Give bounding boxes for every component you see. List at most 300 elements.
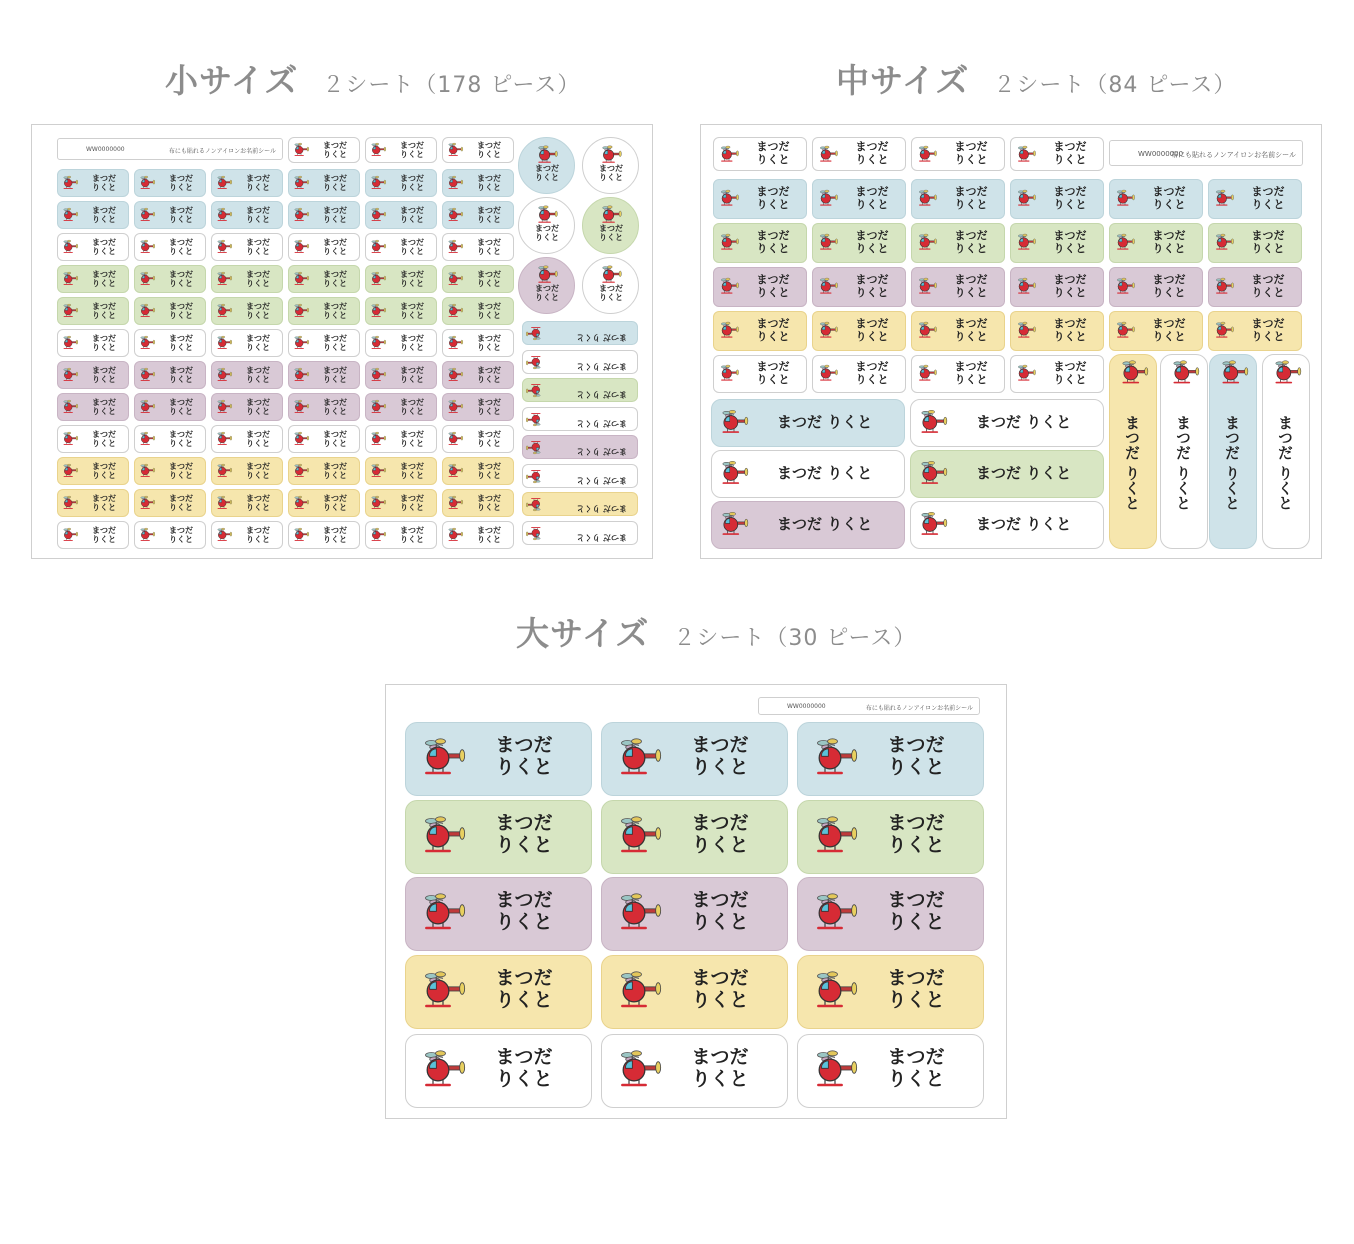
helicopter-icon bbox=[61, 527, 79, 543]
name-line-1: まつだ bbox=[92, 462, 116, 471]
helicopter-icon bbox=[599, 265, 623, 285]
helicopter-icon bbox=[215, 271, 233, 287]
sticker-name bbox=[750, 186, 796, 211]
name-line-2: りくと bbox=[323, 215, 347, 225]
name-line-2: りくと bbox=[477, 439, 501, 449]
name-sticker bbox=[288, 201, 360, 229]
name-line-2: りくと bbox=[756, 372, 790, 386]
helicopter-icon bbox=[1015, 189, 1037, 208]
name-sticker bbox=[522, 378, 638, 402]
name-sticker bbox=[522, 350, 638, 374]
sticker-name bbox=[589, 224, 633, 242]
helicopter-icon bbox=[614, 970, 664, 1012]
sticker-name bbox=[878, 890, 954, 934]
name-line-1: まつだ bbox=[477, 270, 501, 279]
helicopter-icon bbox=[292, 271, 310, 287]
name-line-1: まつだ bbox=[169, 398, 193, 407]
name-line-2: りくと bbox=[92, 535, 116, 545]
name-line-2: りくと bbox=[1053, 197, 1087, 211]
helicopter-icon bbox=[369, 207, 387, 223]
name-sticker bbox=[522, 492, 638, 516]
sticker-name bbox=[161, 430, 201, 448]
heading-small-title: 小サイズ bbox=[165, 61, 299, 100]
sticker-name bbox=[589, 164, 633, 182]
name-sticker bbox=[797, 955, 984, 1029]
name-line-2: りくと bbox=[323, 439, 347, 449]
name-sticker bbox=[797, 877, 984, 951]
helicopter-icon bbox=[1015, 277, 1037, 296]
name-line-2: りくと bbox=[323, 150, 347, 160]
name-line-2: りくと bbox=[477, 247, 501, 257]
sticker-name bbox=[392, 494, 432, 512]
name-line-2: りくと bbox=[92, 375, 116, 385]
name-line-1: まつだ bbox=[400, 366, 424, 375]
name-sticker bbox=[134, 233, 206, 261]
name-line-2: りくと bbox=[169, 439, 193, 449]
name-line-1: まつだ bbox=[400, 462, 424, 471]
name-line-1: まつだ bbox=[323, 141, 347, 150]
name-line-1: まつだ bbox=[92, 494, 116, 503]
name-line-1: まつだ bbox=[400, 206, 424, 215]
sticker-name bbox=[238, 302, 278, 320]
name-line-2: りくと bbox=[599, 173, 623, 183]
name-sticker bbox=[365, 329, 437, 357]
sticker-name bbox=[469, 526, 509, 544]
helicopter-icon bbox=[369, 303, 387, 319]
name-line-2: りくと bbox=[1152, 285, 1186, 299]
helicopter-icon bbox=[215, 495, 233, 511]
sticker-name bbox=[161, 334, 201, 352]
name-line-2: りくと bbox=[495, 1067, 553, 1090]
name-line-1: まつだ bbox=[691, 967, 749, 989]
sticker-name bbox=[849, 186, 895, 211]
name-sticker bbox=[442, 361, 514, 389]
helicopter-icon bbox=[917, 409, 949, 436]
name-line-2: りくと bbox=[1152, 241, 1186, 255]
helicopter-icon bbox=[138, 367, 156, 383]
name-sticker bbox=[211, 233, 283, 261]
name-line-2: りくと bbox=[400, 503, 424, 513]
helicopter-icon bbox=[1213, 321, 1235, 340]
name-line-1: まつだ bbox=[400, 398, 424, 407]
name-sticker bbox=[57, 521, 129, 549]
name-sticker bbox=[713, 137, 807, 171]
sticker-name bbox=[392, 270, 432, 288]
name-sticker bbox=[442, 457, 514, 485]
name-sticker bbox=[57, 361, 129, 389]
helicopter-icon bbox=[369, 399, 387, 415]
name-sticker bbox=[211, 329, 283, 357]
name-line-1: まつだ bbox=[169, 206, 193, 215]
name-sticker bbox=[442, 393, 514, 421]
name-line-2: りくと bbox=[756, 241, 790, 255]
sticker-name bbox=[84, 366, 124, 384]
name-line-1: まつだ bbox=[1251, 317, 1285, 330]
helicopter-icon bbox=[369, 142, 387, 158]
sticker-name bbox=[682, 890, 758, 934]
name-line-2: りくと bbox=[400, 215, 424, 225]
name-sticker bbox=[1010, 179, 1104, 219]
sticker-name bbox=[750, 141, 796, 166]
helicopter-icon bbox=[215, 335, 233, 351]
helicopter-icon bbox=[817, 321, 839, 340]
name-sticker bbox=[911, 223, 1005, 263]
name-line-2: りくと bbox=[855, 197, 889, 211]
name-sticker bbox=[365, 169, 437, 197]
helicopter-icon bbox=[446, 399, 464, 415]
helicopter-icon bbox=[446, 527, 464, 543]
sticker-name bbox=[315, 334, 355, 352]
helicopter-icon bbox=[916, 321, 938, 340]
name-sticker bbox=[211, 425, 283, 453]
name-line-1: まつだ bbox=[169, 430, 193, 439]
name-line-2: りくと bbox=[1053, 152, 1087, 166]
name-line-1: まつだ bbox=[1251, 229, 1285, 242]
helicopter-icon bbox=[61, 239, 79, 255]
name-sticker bbox=[365, 297, 437, 325]
name-line-1: まつだ bbox=[535, 284, 559, 293]
name-line-2: りくと bbox=[400, 535, 424, 545]
name-line-1: まつだ bbox=[169, 366, 193, 375]
name-line-2: りくと bbox=[323, 311, 347, 321]
helicopter-icon bbox=[718, 460, 750, 487]
name-sticker bbox=[522, 521, 638, 545]
name-line-1: まつだ bbox=[1053, 317, 1087, 330]
name-line-1: まつだ bbox=[1053, 360, 1087, 373]
name-line-1: まつだ bbox=[400, 174, 424, 183]
name-line-1: まつだ bbox=[323, 462, 347, 471]
name-line-1: まつだ bbox=[92, 270, 116, 279]
name-sticker bbox=[134, 329, 206, 357]
name-sticker bbox=[57, 169, 129, 197]
name-line-2: りくと bbox=[92, 471, 116, 481]
name-line-2: りくと bbox=[246, 439, 270, 449]
sticker-name-vertical: まつだ りくと bbox=[1174, 415, 1192, 511]
name-line-2: りくと bbox=[246, 311, 270, 321]
sticker-name bbox=[238, 398, 278, 416]
helicopter-icon bbox=[446, 431, 464, 447]
name-sticker bbox=[797, 1034, 984, 1108]
large-size-sheet bbox=[385, 684, 1007, 1119]
helicopter-icon bbox=[810, 892, 860, 934]
name-line-1: まつだ bbox=[323, 238, 347, 247]
helicopter-icon bbox=[369, 463, 387, 479]
helicopter-icon bbox=[718, 145, 740, 164]
name-line-1: まつだ bbox=[246, 494, 270, 503]
name-line-2: りくと bbox=[400, 471, 424, 481]
name-sticker bbox=[211, 489, 283, 517]
name-sticker bbox=[1010, 267, 1104, 307]
name-line-2: りくと bbox=[855, 285, 889, 299]
name-sticker bbox=[405, 877, 592, 951]
helicopter-icon bbox=[446, 175, 464, 191]
sticker-name bbox=[392, 302, 432, 320]
helicopter-icon bbox=[525, 382, 543, 398]
name-sticker bbox=[713, 311, 807, 351]
name-sticker bbox=[405, 800, 592, 874]
helicopter-icon bbox=[810, 815, 860, 857]
name-line-1: まつだ bbox=[246, 526, 270, 535]
name-sticker bbox=[601, 1034, 788, 1108]
helicopter-icon bbox=[215, 431, 233, 447]
sticker-name bbox=[238, 206, 278, 224]
name-sticker bbox=[211, 393, 283, 421]
name-line-2: りくと bbox=[954, 152, 988, 166]
helicopter-icon bbox=[138, 463, 156, 479]
sticker-name bbox=[238, 494, 278, 512]
name-line-1: まつだ bbox=[691, 1046, 749, 1068]
sticker-name bbox=[1146, 230, 1192, 255]
name-sticker bbox=[911, 355, 1005, 393]
sticker-name bbox=[392, 462, 432, 480]
name-line-1: まつだ bbox=[477, 302, 501, 311]
sticker-name bbox=[469, 430, 509, 448]
helicopter-icon bbox=[718, 364, 740, 383]
name-line-2: りくと bbox=[1251, 285, 1285, 299]
sticker-name bbox=[878, 813, 954, 857]
name-line-1: まつだ bbox=[92, 238, 116, 247]
helicopter-icon bbox=[61, 399, 79, 415]
helicopter-icon bbox=[1015, 321, 1037, 340]
sticker-name-vertical: まつだ りくと bbox=[1123, 415, 1141, 511]
helicopter-icon bbox=[138, 495, 156, 511]
sticker-name bbox=[315, 206, 355, 224]
name-line-1: まつだ bbox=[246, 430, 270, 439]
small-size-sheet bbox=[31, 124, 653, 559]
name-line-2: りくと bbox=[323, 407, 347, 417]
helicopter-icon bbox=[292, 431, 310, 447]
name-sticker bbox=[288, 329, 360, 357]
helicopter-icon bbox=[292, 303, 310, 319]
sticker-name bbox=[469, 302, 509, 320]
name-line-1: まつだ bbox=[323, 174, 347, 183]
sticker-name bbox=[486, 735, 562, 779]
helicopter-icon bbox=[418, 970, 468, 1012]
name-line-1: まつだ bbox=[477, 494, 501, 503]
name-line-1: まつだ bbox=[954, 140, 988, 153]
sticker-name bbox=[392, 366, 432, 384]
helicopter-icon bbox=[535, 265, 559, 285]
sticker-name bbox=[315, 141, 355, 159]
sticker-name bbox=[161, 238, 201, 256]
sticker-name bbox=[469, 141, 509, 159]
sticker-name bbox=[84, 398, 124, 416]
name-line-1: まつだ bbox=[169, 270, 193, 279]
sticker-name bbox=[878, 968, 954, 1012]
name-sticker bbox=[365, 201, 437, 229]
name-line-1: まつだ bbox=[246, 302, 270, 311]
name-sticker bbox=[134, 457, 206, 485]
name-line-2: りくと bbox=[169, 311, 193, 321]
sticker-name bbox=[315, 398, 355, 416]
sticker-name bbox=[392, 206, 432, 224]
name-sticker bbox=[405, 955, 592, 1029]
name-line-2: りくと bbox=[92, 503, 116, 513]
name-sticker bbox=[211, 297, 283, 325]
name-line-2: りくと bbox=[400, 183, 424, 193]
sticker-name bbox=[315, 270, 355, 288]
name-line-2: りくと bbox=[954, 372, 988, 386]
name-line-1: まつだ bbox=[756, 229, 790, 242]
name-line-1: まつだ bbox=[400, 494, 424, 503]
name-line-2: りくと bbox=[246, 503, 270, 513]
helicopter-icon bbox=[61, 207, 79, 223]
name-sticker bbox=[134, 393, 206, 421]
name-sticker bbox=[1160, 354, 1208, 549]
sticker-name: まつだ りくと bbox=[576, 418, 627, 428]
sticker-name bbox=[1047, 361, 1093, 386]
sheet-title: 布にも貼れるノンアイロンお名前シール bbox=[1171, 151, 1296, 159]
name-line-1: まつだ bbox=[169, 174, 193, 183]
sticker-name bbox=[948, 141, 994, 166]
sheet-title: 布にも貼れるノンアイロンお名前シール bbox=[865, 705, 973, 712]
helicopter-icon bbox=[718, 511, 750, 538]
sticker-name bbox=[469, 174, 509, 192]
helicopter-icon bbox=[1169, 359, 1201, 387]
name-sticker bbox=[1109, 223, 1203, 263]
sticker-name bbox=[1146, 186, 1192, 211]
sticker-name: まつだ りくと bbox=[777, 464, 873, 482]
name-line-1: まつだ bbox=[1152, 185, 1186, 198]
sticker-name-vertical: まつだ りくと bbox=[1276, 415, 1294, 511]
sticker-name bbox=[469, 462, 509, 480]
name-sticker bbox=[134, 489, 206, 517]
helicopter-icon bbox=[292, 335, 310, 351]
helicopter-icon bbox=[138, 239, 156, 255]
name-line-2: りくと bbox=[169, 407, 193, 417]
name-line-1: まつだ bbox=[954, 273, 988, 286]
helicopter-icon bbox=[292, 463, 310, 479]
heading-medium-size bbox=[836, 55, 1236, 102]
helicopter-icon bbox=[614, 737, 664, 779]
helicopter-icon bbox=[446, 271, 464, 287]
name-sticker bbox=[713, 179, 807, 219]
name-sticker bbox=[442, 489, 514, 517]
name-line-1: まつだ bbox=[495, 1046, 553, 1068]
sticker-name bbox=[469, 334, 509, 352]
name-line-2: りくと bbox=[169, 279, 193, 289]
name-line-1: まつだ bbox=[323, 430, 347, 439]
name-line-1: まつだ bbox=[1152, 273, 1186, 286]
helicopter-icon bbox=[215, 303, 233, 319]
name-line-1: まつだ bbox=[92, 302, 116, 311]
name-line-1: まつだ bbox=[92, 174, 116, 183]
sticker-name bbox=[486, 968, 562, 1012]
name-line-2: りくと bbox=[477, 150, 501, 160]
name-line-2: りくと bbox=[954, 329, 988, 343]
name-sticker bbox=[211, 265, 283, 293]
name-sticker bbox=[57, 297, 129, 325]
name-line-1: まつだ bbox=[323, 398, 347, 407]
name-line-2: りくと bbox=[400, 247, 424, 257]
helicopter-icon bbox=[138, 207, 156, 223]
name-sticker bbox=[522, 321, 638, 345]
helicopter-icon bbox=[369, 431, 387, 447]
name-line-1: まつだ bbox=[246, 462, 270, 471]
medium-size-sheet bbox=[700, 124, 1322, 559]
name-sticker bbox=[288, 457, 360, 485]
sticker-name bbox=[238, 526, 278, 544]
helicopter-icon bbox=[917, 511, 949, 538]
name-line-1: まつだ bbox=[246, 174, 270, 183]
sticker-name: まつだ りくと bbox=[777, 413, 873, 431]
name-line-1: まつだ bbox=[400, 141, 424, 150]
name-sticker bbox=[57, 425, 129, 453]
sticker-name bbox=[392, 526, 432, 544]
helicopter-icon bbox=[817, 277, 839, 296]
name-line-2: りくと bbox=[246, 279, 270, 289]
helicopter-icon bbox=[1015, 145, 1037, 164]
name-sticker bbox=[582, 197, 639, 254]
name-line-2: りくと bbox=[169, 215, 193, 225]
name-sticker bbox=[582, 137, 639, 194]
helicopter-icon bbox=[138, 271, 156, 287]
product-code: WW0000000 bbox=[86, 146, 125, 153]
name-line-1: まつだ bbox=[1053, 140, 1087, 153]
name-line-1: まつだ bbox=[535, 224, 559, 233]
name-line-2: りくと bbox=[400, 439, 424, 449]
name-line-1: まつだ bbox=[323, 206, 347, 215]
name-sticker bbox=[57, 201, 129, 229]
sticker-name bbox=[161, 526, 201, 544]
name-sticker bbox=[1208, 311, 1302, 351]
name-line-2: りくと bbox=[887, 988, 945, 1011]
sticker-name bbox=[392, 174, 432, 192]
name-line-2: りくと bbox=[169, 471, 193, 481]
helicopter-icon bbox=[917, 460, 949, 487]
name-line-2: りくと bbox=[169, 535, 193, 545]
sticker-name bbox=[948, 186, 994, 211]
name-sticker bbox=[522, 435, 638, 459]
name-line-1: まつだ bbox=[756, 185, 790, 198]
sticker-name bbox=[392, 334, 432, 352]
name-line-1: まつだ bbox=[169, 334, 193, 343]
helicopter-icon bbox=[614, 892, 664, 934]
name-sticker bbox=[288, 265, 360, 293]
name-sticker bbox=[365, 393, 437, 421]
name-sticker bbox=[522, 464, 638, 488]
helicopter-icon bbox=[1114, 233, 1136, 252]
sticker-name bbox=[315, 238, 355, 256]
name-line-1: まつだ bbox=[495, 967, 553, 989]
helicopter-icon bbox=[916, 145, 938, 164]
name-line-1: まつだ bbox=[246, 270, 270, 279]
sticker-name bbox=[469, 494, 509, 512]
name-line-2: りくと bbox=[92, 215, 116, 225]
sheet-title: 布にも貼れるノンアイロンお名前シール bbox=[168, 148, 276, 155]
name-sticker bbox=[288, 297, 360, 325]
helicopter-icon bbox=[215, 527, 233, 543]
sticker-name bbox=[469, 398, 509, 416]
sticker-name bbox=[1047, 186, 1093, 211]
name-sticker bbox=[442, 201, 514, 229]
heading-large-size bbox=[516, 608, 916, 655]
product-code: WW0000000 bbox=[1138, 150, 1184, 158]
sticker-name bbox=[161, 398, 201, 416]
name-line-1: まつだ bbox=[495, 812, 553, 834]
name-line-1: まつだ bbox=[92, 206, 116, 215]
name-sticker bbox=[1109, 267, 1203, 307]
sticker-name bbox=[392, 430, 432, 448]
name-line-1: まつだ bbox=[1053, 273, 1087, 286]
helicopter-icon bbox=[418, 737, 468, 779]
name-line-1: まつだ bbox=[477, 141, 501, 150]
helicopter-icon bbox=[1015, 364, 1037, 383]
sticker-name bbox=[948, 274, 994, 299]
sticker-name bbox=[486, 1047, 562, 1091]
helicopter-icon bbox=[916, 233, 938, 252]
sticker-name bbox=[315, 494, 355, 512]
